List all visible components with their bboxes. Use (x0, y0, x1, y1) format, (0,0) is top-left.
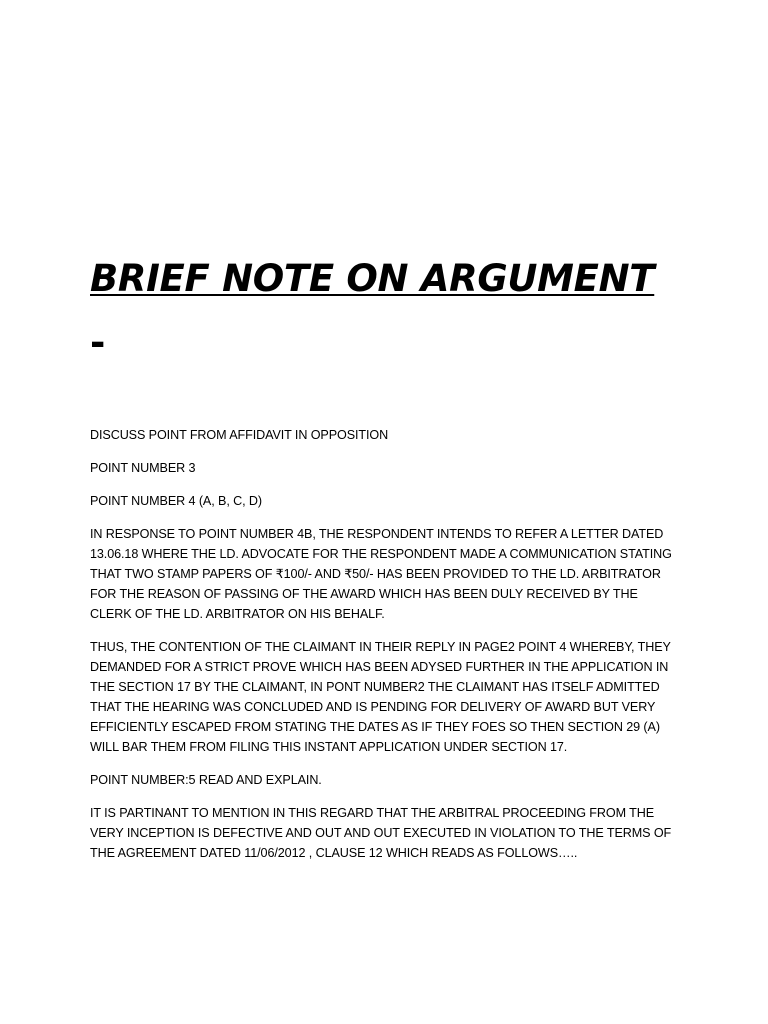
paragraph-response-4b: IN RESPONSE TO POINT NUMBER 4B, THE RESPONDENT INTENDS TO REFER A LETTER DATED 13.06.18 WHERE THE LD. ADVOCATE FOR THE RESPONDENT MADE A COMMUNICATION STATING THAT TWO STAMP PAPERS OF ₹100/- AND ₹50/- HAS BEEN PROVIDED TO THE LD. ARBITRATOR FOR THE REASON OF PASSING OF THE AWARD WHICH HAS BEEN DULY RECEIVED BY THE CLERK OF THE LD. ARBITRATOR ON HIS BEHALF. (90, 527, 672, 621)
document-body (90, 425, 682, 876)
paragraph-point-5: POINT NUMBER:5 READ AND EXPLAIN. (90, 773, 322, 787)
paragraph-point-4: POINT NUMBER 4 (A, B, C, D) (90, 494, 263, 508)
paragraph-affidavit-discussion: DISCUSS POINT FROM AFFIDAVIT IN OPPOSITION (90, 428, 389, 442)
paragraph-arbitral-proceeding: IT IS PARTINANT TO MENTION IN THIS REGARD THAT THE ARBITRAL PROCEEDING FROM THE VERY INCEPTION IS DEFECTIVE AND OUT AND OUT EXECUTED IN VIOLATION TO THE TERMS OF THE AGREEMENT DATED 11/06/2012 , CLAUSE 12 WHICH READS AS FOLLOWS….. (90, 806, 672, 860)
title-dash: - (90, 321, 106, 364)
paragraph-claimant-contention: THUS, THE CONTENTION OF THE CLAIMANT IN THEIR REPLY IN PAGE2 POINT 4 WHEREBY, THEY DEMANDED FOR A STRICT PROVE WHICH HAS BEEN ADYSED FURTHER IN THE APPLICATION IN THE SECTION 17 BY THE CLAIMANT, IN PONT NUMBER2 THE CLAIMANT HAS ITSELF ADMITTED THAT THE HEARING WAS CONCLUDED AND IS PENDING FOR DELIVERY OF AWARD BUT VERY EFFICIENTLY ESCAPED FROM STATING THE DATES AS IF THEY FOES SO THEN SECTION 29 (A) WILL BAR THEM FROM FILING THIS INSTANT APPLICATION UNDER SECTION 17. (90, 640, 671, 754)
document-title: BRIEF NOTE ON ARGUMENT (90, 257, 655, 300)
paragraph-point-3: POINT NUMBER 3 (90, 461, 196, 475)
